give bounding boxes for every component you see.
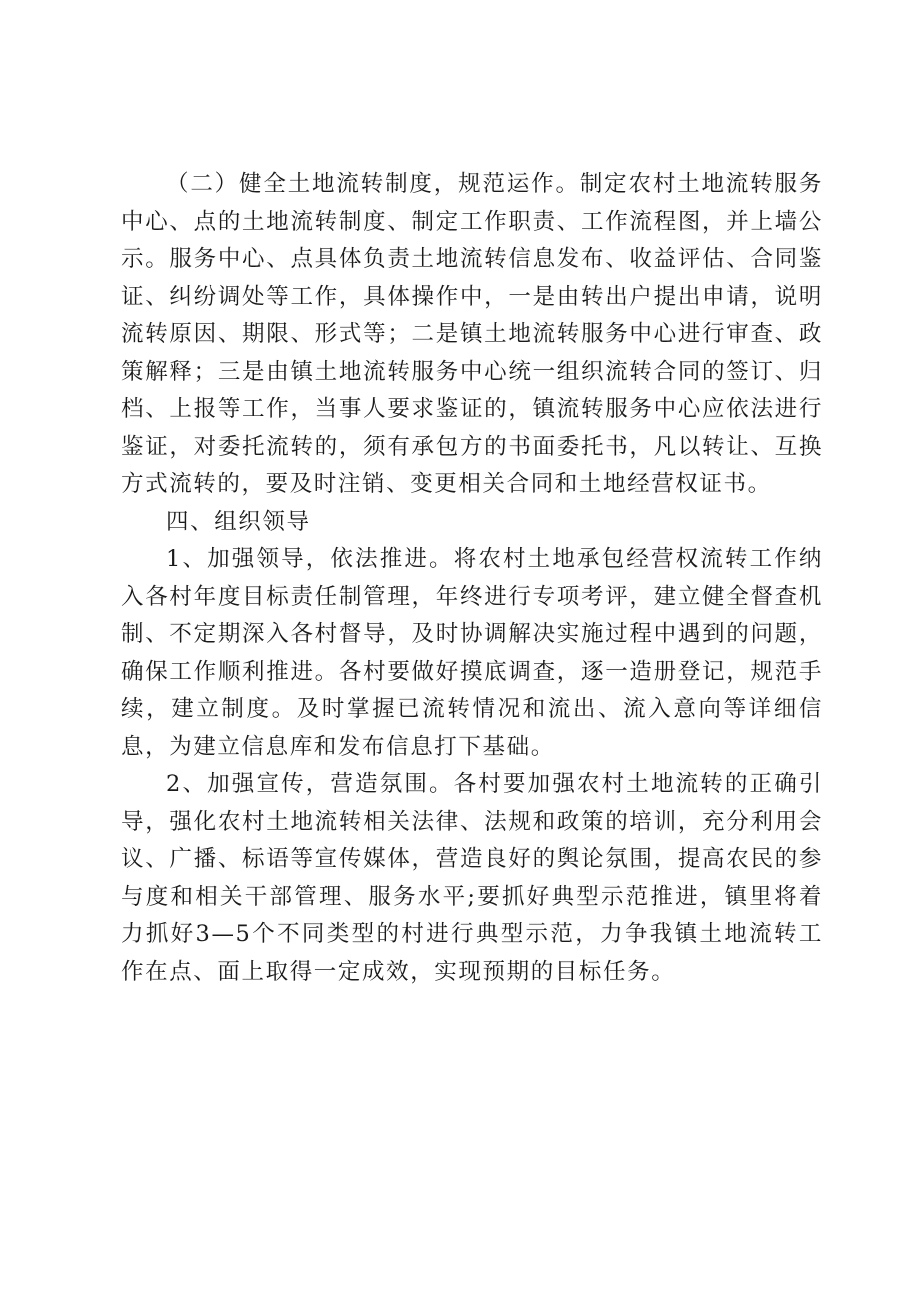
section-heading-organization: 四、组织领导 <box>166 508 311 535</box>
paragraph-land-transfer-system: （二）健全土地流转制度，规范运作。制定农村土地流转服务中心、点的土地流转制度、制定工作职责、工作流程图，并上墙公示。服务中心、点具体负责土地流转信息发布、收益评估、合同鉴证、纠纷调处等工作，具体操作中，一是由转出户提出申请，说明流转原因、期限、形式等；二是镇土地流转服务中心进行审查、政策解释；三是由镇土地流转服务中心统一组织流转合同的签订、归档、上报等工作，当事人要求鉴证的，镇流转服务中心应依法进行鉴证，对委托流转的，须有承包方的书面委托书，凡以转让、互换方式流转的，要及时注销、变更相关合同和土地经营权证书。 <box>121 171 823 497</box>
document-body <box>121 166 823 991</box>
paragraph-leadership: 1、加强领导，依法推进。将农村土地承包经营权流转工作纳入各村年度目标责任制管理，年终进行专项考评，建立健全督查机制、不定期深入各村督导，及时协调解决实施过程中遇到的问题，确保工作顺利推进。各村要做好摸底调查，逐一造册登记，规范手续，建立制度。及时掌握已流转情况和流出、流入意向等详细信息，为建立信息库和发布信息打下基础。 <box>121 546 823 760</box>
paragraph-publicity: 2、加强宣传，营造氛围。各村要加强农村土地流转的正确引导，强化农村土地流转相关法律、法规和政策的培训，充分利用会议、广播、标语等宣传媒体，营造良好的舆论氛围，提高农民的参与度和相关干部管理、服务水平;要抓好典型示范推进，镇里将着力抓好3—5个不同类型的村进行典型示范，力争我镇土地流转工作在点、面上取得一定成效，实现预期的目标任务。 <box>121 771 823 985</box>
